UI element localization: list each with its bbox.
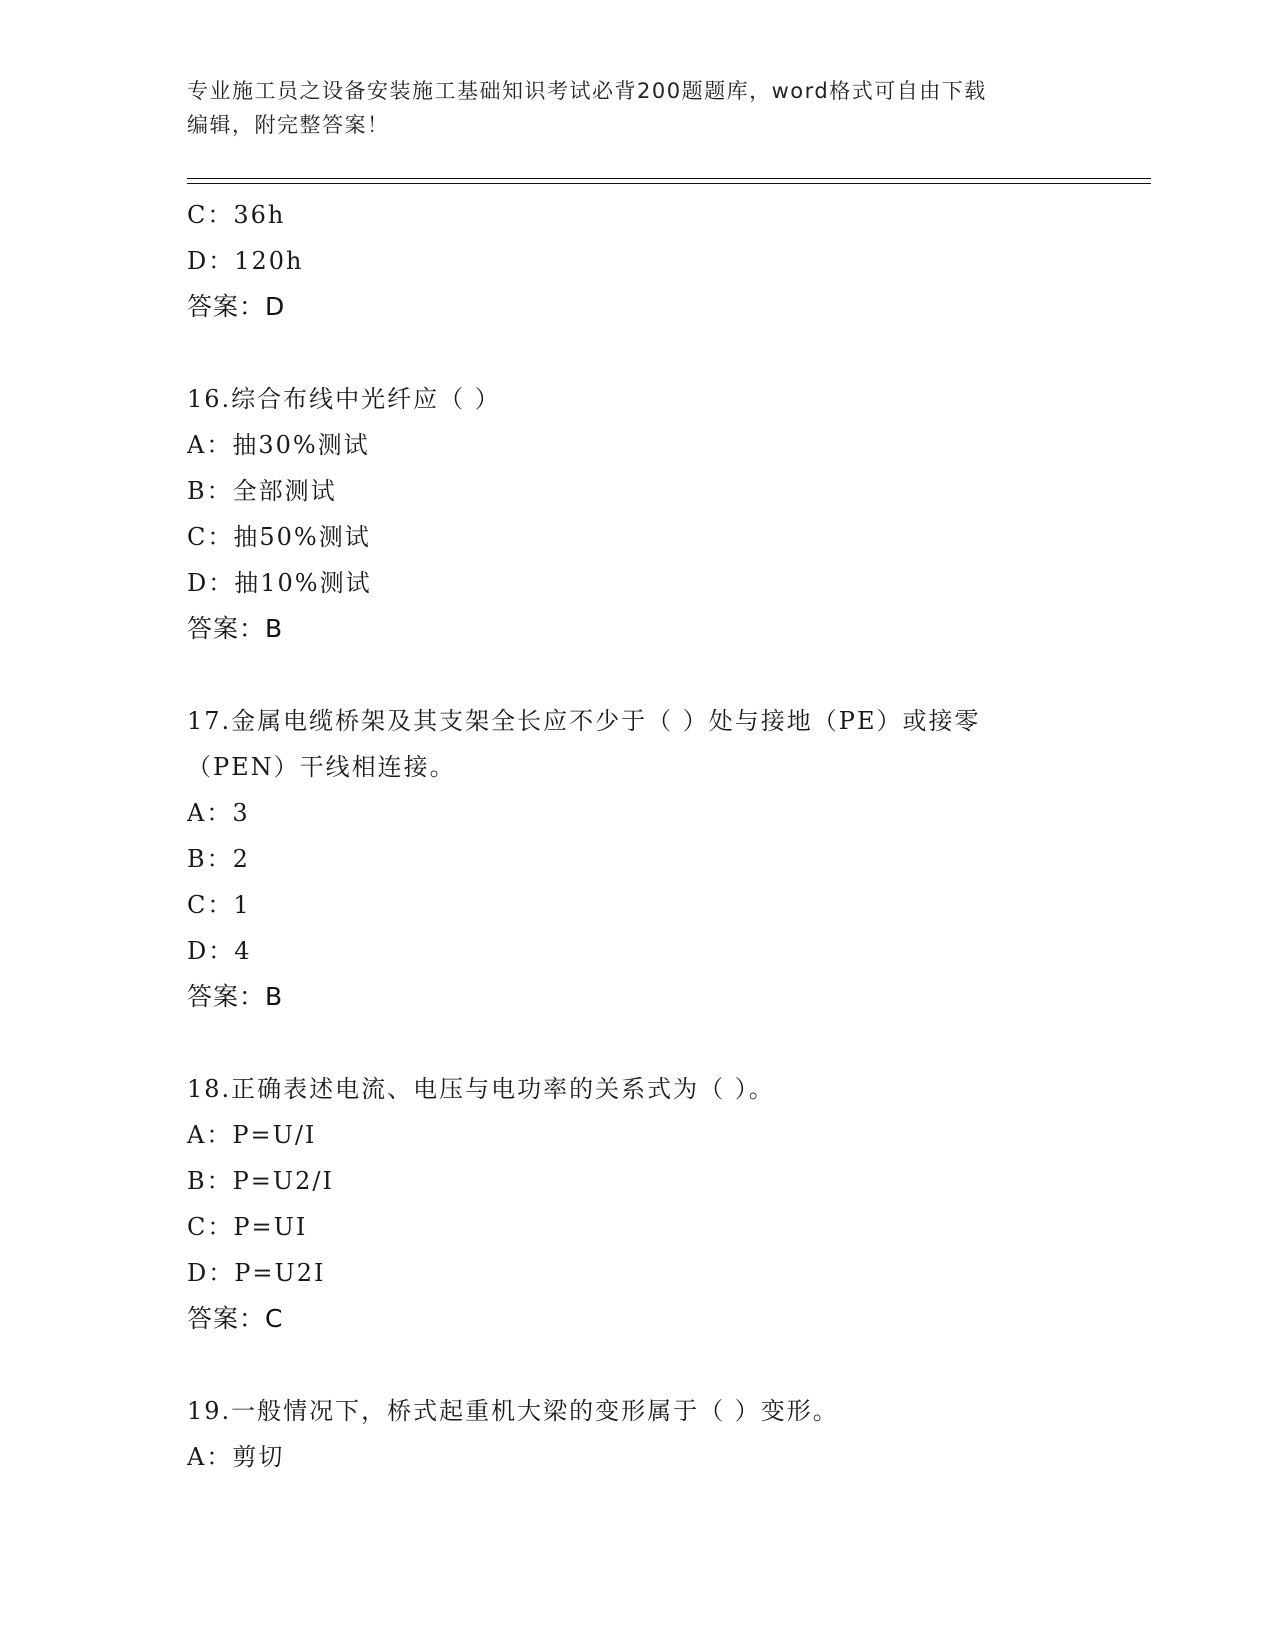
header-divider-bottom (187, 183, 1151, 184)
option-c: C：P=UI (187, 1213, 308, 1241)
answer-line: 答案：C (187, 1304, 284, 1333)
option-c: C：抽50%测试 (187, 523, 371, 551)
option-b: B：全部测试 (187, 477, 337, 505)
option-a: A：P=U/I (187, 1121, 317, 1149)
question-text: 18.正确表述电流、电压与电功率的关系式为（ ）。 (187, 1075, 775, 1103)
question-text-line-1: 17.金属电缆桥架及其支架全长应不少于（ ）处与接地（PE）或接零 (187, 707, 981, 735)
option-d: D：120h (187, 247, 304, 275)
option-a: A：抽30%测试 (187, 431, 370, 459)
option-b: B：2 (187, 845, 250, 873)
question-text: 16.综合布线中光纤应（ ） (187, 385, 501, 413)
question-18 (187, 1066, 1127, 1342)
option-c: C：36h (187, 201, 286, 229)
option-c: C：1 (187, 891, 251, 919)
question-list (187, 192, 1127, 1480)
question-17 (187, 698, 1127, 1020)
option-d: D：4 (187, 937, 252, 965)
answer-line: 答案：B (187, 982, 284, 1011)
question-text-line-2: （PEN）干线相连接。 (187, 753, 456, 781)
option-d: D：P=U2I (187, 1259, 326, 1287)
question-19 (187, 1388, 1127, 1480)
option-d: D：抽10%测试 (187, 569, 372, 597)
option-a: A：剪切 (187, 1443, 285, 1471)
question-16 (187, 376, 1127, 652)
answer-line: 答案：D (187, 292, 286, 321)
document-header (187, 74, 1067, 142)
option-a: A：3 (187, 799, 250, 827)
question-text: 19.一般情况下，桥式起重机大梁的变形属于（ ）变形。 (187, 1397, 839, 1425)
question-15-partial (187, 192, 1127, 330)
answer-line: 答案：B (187, 614, 284, 643)
header-title-line-1: 专业施工员之设备安装施工基础知识考试必背200题题库，word格式可自由下载 (187, 79, 987, 103)
option-b: B：P=U2/I (187, 1167, 334, 1195)
header-title-line-2: 编辑，附完整答案！ (187, 113, 390, 137)
header-divider-top (187, 178, 1151, 179)
